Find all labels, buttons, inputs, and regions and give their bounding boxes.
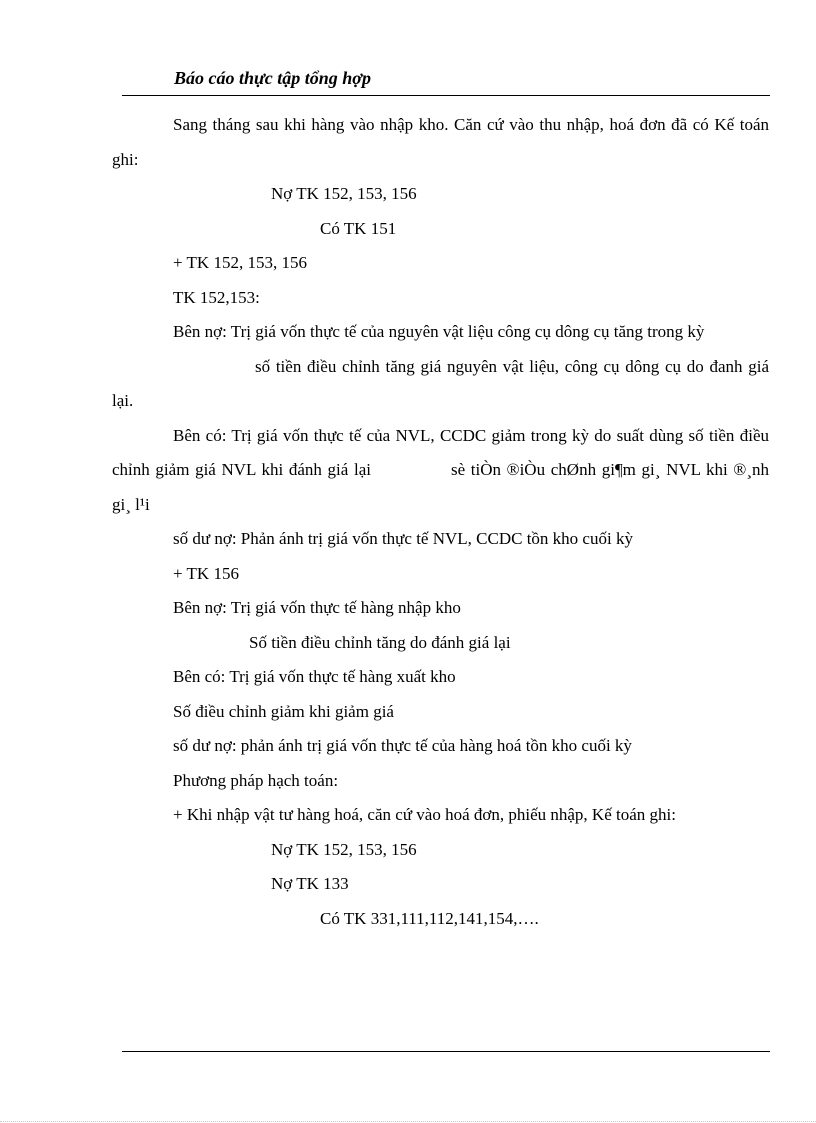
credit-side-152: [112, 419, 769, 523]
credit-side-156-adjust: Số điều chỉnh giảm khi giảm giá: [173, 701, 394, 721]
debit-side-152-text: Bên nợ: Trị giá vốn thực tế của nguyên vật liệu công cụ dông cụ tăng trong kỳ: [173, 322, 705, 341]
debit-side-156-adjust: Số tiền điều chỉnh tăng do đánh giá lại: [249, 632, 511, 652]
credit-side-152-garbled: sè tiÒn ®iÒu chØnh gi¶m gi¸ NVL khi ®¸nh gi¸ l¹i: [112, 460, 769, 514]
entry1-debit-line: Nợ TK 152, 153, 156: [271, 184, 417, 203]
method-heading: Phương pháp hạch toán:: [173, 770, 339, 790]
header-rule: [122, 95, 770, 96]
entry2-debit-line-a: Nợ TK 152, 153, 156: [271, 839, 417, 859]
paragraph-intro: [112, 108, 769, 177]
balance-156: số dư nợ: phản ánh trị giá vốn thực tế của hàng hoá tồn kho cuối kỳ: [173, 736, 632, 755]
tk-group-152-153-156: + TK 152, 153, 156: [173, 253, 307, 272]
tk-group-156: + TK 156: [173, 563, 239, 583]
document-body: [112, 108, 769, 936]
page-edge-dotted-line: [0, 1121, 816, 1122]
debit-side-152: [112, 315, 769, 350]
paragraph-intro-text: Sang tháng sau khi hàng vào nhập kho. Căn cứ vào thu nhập, hoá đơn đã có Kế toán ghi:: [112, 115, 769, 169]
debit-side-152-adjust: [112, 350, 769, 419]
method-case-line: + Khi nhập vật tư hàng hoá, căn cứ vào hoá đơn, phiếu nhập, Kế toán ghi:: [173, 805, 676, 824]
entry2-debit-line-b: Nợ TK 133: [271, 874, 349, 893]
credit-side-152-text: Bên có: Trị giá vốn thực tế của NVL, CCDC giảm trong kỳ do suất dùng số tiền điều chỉnh giảm giá NVL khi đánh giá lại: [112, 425, 769, 479]
tk-152-153-heading: TK 152,153:: [173, 287, 260, 307]
entry1-credit-line: Có TK 151: [320, 218, 397, 238]
footer-rule: [122, 1051, 770, 1052]
debit-side-156: Bên nợ: Trị giá vốn thực tế hàng nhập kho: [173, 598, 461, 617]
balance-152: số dư nợ: Phản ánh trị giá vốn thực tế NVL, CCDC tồn kho cuối kỳ: [173, 529, 633, 548]
page-header-title: Báo cáo thực tập tổng hợp: [174, 68, 371, 88]
credit-side-156: Bên có: Trị giá vốn thực tế hàng xuất kho: [173, 667, 456, 686]
entry2-credit-line: Có TK 331,111,112,141,154,….: [320, 908, 539, 928]
debit-side-152-adjust-text: số tiền điều chỉnh tăng giá nguyên vật liệu, công cụ dông cụ do đanh giá lại.: [112, 356, 769, 410]
